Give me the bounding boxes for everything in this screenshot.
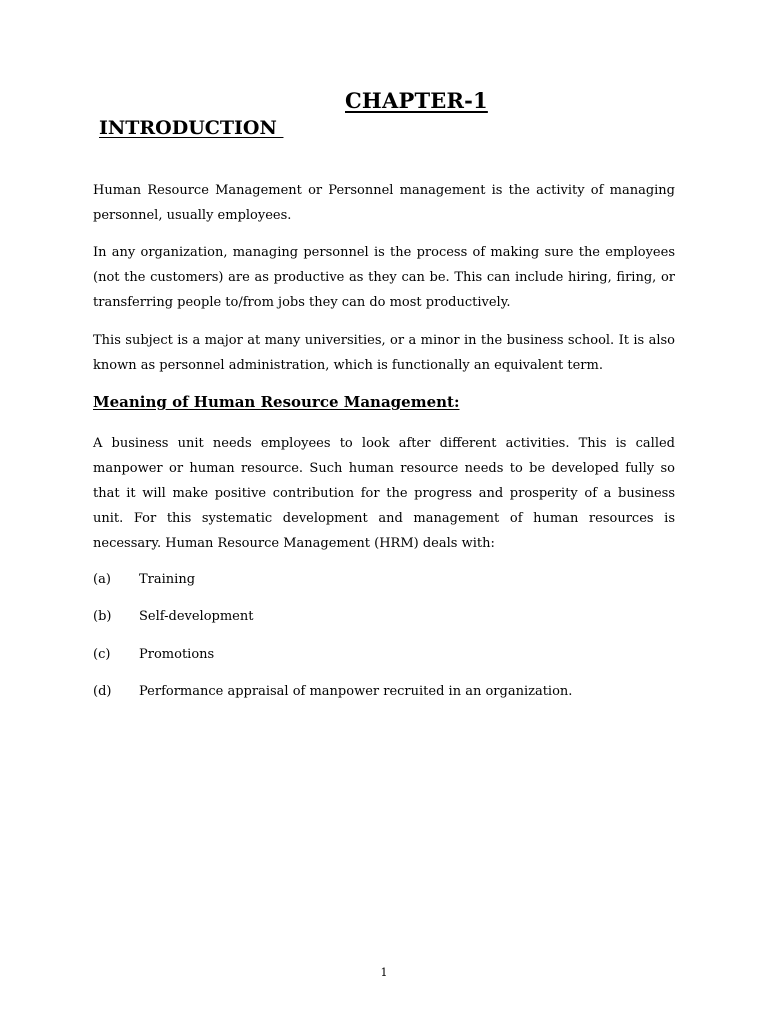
paragraph-business-unit: A business unit needs employees to look after different activities. This is called manpower or human resource. Such human resource needs to be developed fully so that it will make positive contribution for the progress and prosperity of a business unit. For this systematic development and management of human resources is necessary. Human Resource Management (HRM) deals with: — [93, 436, 675, 551]
list-marker: (d) — [93, 684, 112, 699]
page-number: 1 — [380, 966, 388, 979]
list-item — [93, 682, 572, 702]
list-marker: (c) — [93, 647, 111, 662]
chapter-title: CHAPTER-1 — [345, 88, 488, 113]
section-heading-meaning: Meaning of Human Resource Management: — [93, 393, 460, 411]
list-item — [93, 607, 253, 627]
paragraph-hrm-definition: Human Resource Management or Personnel management is the activity of managing personnel, usually employees. — [93, 183, 675, 223]
list-item-text: Promotions — [139, 647, 215, 662]
list-item-text: Performance appraisal of manpower recruited in an organization. — [139, 684, 573, 699]
list-item-text: Training — [139, 572, 196, 587]
list-marker: (b) — [93, 609, 112, 624]
list-item — [93, 570, 195, 590]
paragraph-subject-major: This subject is a major at many universities, or a minor in the business school. It is also known as personnel administration, which is functionally an equivalent term. — [93, 333, 675, 373]
list-item — [93, 645, 214, 665]
introduction-heading: INTRODUCTION — [99, 117, 284, 139]
list-marker: (a) — [93, 572, 111, 587]
paragraph-managing-personnel: In any organization, managing personnel is the process of making sure the employees (not the customers) are as productive as they can be. This can include hiring, firing, or transferring people to/from jobs they can do most productively. — [93, 245, 675, 310]
list-item-text: Self-development — [139, 609, 254, 624]
